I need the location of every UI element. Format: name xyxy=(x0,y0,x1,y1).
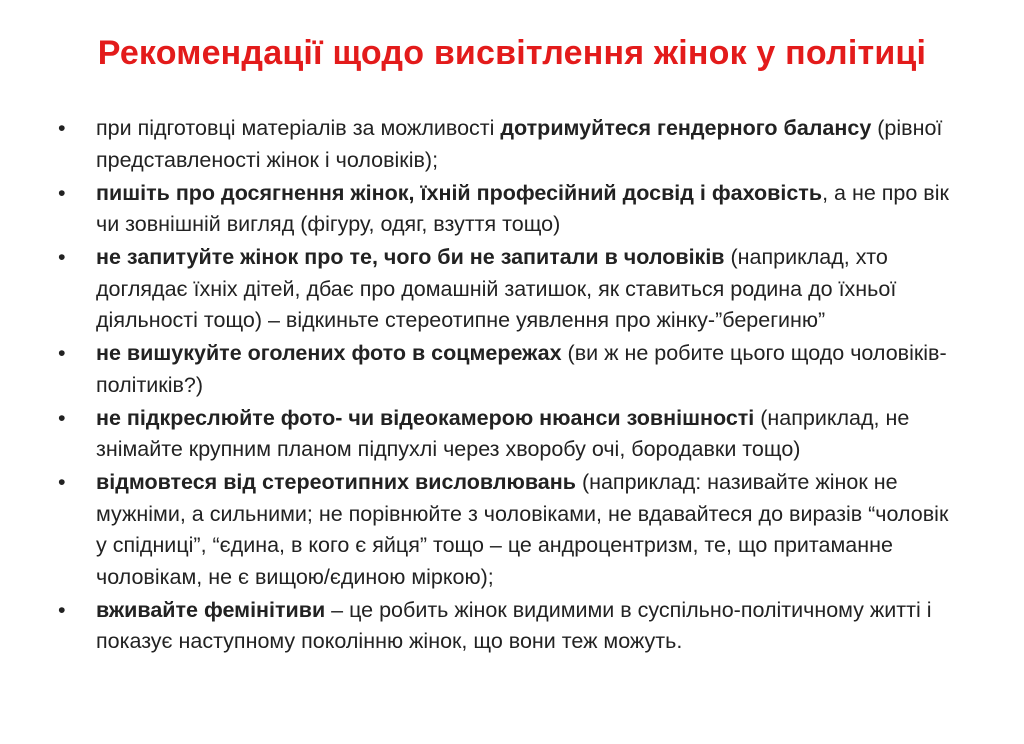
recommendations-list xyxy=(58,113,958,659)
bullet-icon: • xyxy=(58,470,66,494)
item-text: (наприклад, хто доглядає їхніх дітей, дбає про домашній затишок, як ставиться родина до їхньої діяльності тощо) – відкиньте стереотипне уявлення про жінку-”берегиню” xyxy=(96,245,897,332)
list-item xyxy=(58,595,958,658)
item-text: при підготовці матеріалів за можливості xyxy=(96,116,501,140)
bullet-icon: • xyxy=(58,180,66,205)
bullet-icon: • xyxy=(58,597,66,622)
item-emphasis: дотримуйтеся гендерного балансу xyxy=(500,116,872,140)
item-emphasis: пишіть про досягнення жінок, їхній професійний досвід і фаховість xyxy=(96,180,823,205)
item-text: – це робить жінок видимими в суспільно-політичному житті і показує наступному поколінню жінок, що вони теж можуть. xyxy=(96,597,932,653)
item-emphasis: не запитуйте жінок про те, чого би не запитали в чоловіків xyxy=(96,245,725,269)
item-text: , а не про вік чи зовнішній вигляд (фігуру, одяг, взуття тощо) xyxy=(96,180,949,236)
item-text: (рівної представленості жінок і чоловіків); xyxy=(96,116,943,172)
item-emphasis: вживайте фемінітиви xyxy=(96,597,326,622)
item-text: (наприклад: називайте жінок не мужніми, а сильними; не порівнюйте з чоловіками, не вдавайтеся до виразів “чоловік у спідниці”, “єдина, в кого є яйця” тощо – це андроцентризм, те, що притаманне чоловікам, не є вищою/єдиною міркою); xyxy=(96,470,949,589)
bullet-icon: • xyxy=(58,116,66,140)
item-emphasis: не підкреслюйте фото- чи відеокамерою нюанси зовнішності xyxy=(96,405,755,430)
item-text: (наприклад, не знімайте крупним планом підпухлі через хворобу очі, бородавки тощо) xyxy=(96,405,910,461)
list-item xyxy=(58,338,958,401)
list-item xyxy=(58,242,958,337)
item-emphasis: не вишукуйте оголених фото в соцмережах xyxy=(96,341,562,365)
list-item xyxy=(58,178,958,241)
bullet-icon: • xyxy=(58,341,66,365)
list-item xyxy=(58,467,958,593)
bullet-icon: • xyxy=(58,405,66,430)
slide-title: Рекомендації щодо висвітлення жінок у політиці xyxy=(97,34,927,72)
list-item xyxy=(58,403,958,466)
item-emphasis: відмовтеся від стереотипних висловлювань xyxy=(96,470,576,494)
item-text: (ви ж не робите цього щодо чоловіків-політиків?) xyxy=(96,341,947,397)
bullet-icon: • xyxy=(58,245,66,269)
list-item xyxy=(58,113,958,176)
